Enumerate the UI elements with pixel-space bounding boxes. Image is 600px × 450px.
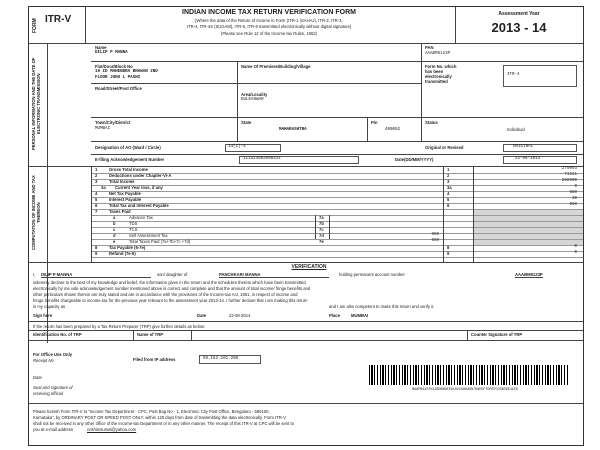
flat-value-1: 19 ID MAHENDRA BHAWAN 2ND xyxy=(95,70,158,74)
comp-row-no: 5 xyxy=(95,197,98,202)
comp-row-label: Total Tax and Interest Payable xyxy=(109,203,169,208)
verification-place-label: Place xyxy=(329,313,340,318)
receipt-label: Receipt No xyxy=(33,358,54,363)
premises-label: Name Of Premises/Building/Village xyxy=(241,64,311,69)
area-label: Area/Locality xyxy=(241,92,268,97)
verification-holding: holding permanent account number xyxy=(339,272,405,277)
pan-label: PAN xyxy=(425,45,434,50)
barcode-text: MAAPB3207H11BDB8DEE9102C88846N7H8EDFTDPEFCOS6DDE41ED xyxy=(412,388,518,392)
itr-v-form xyxy=(28,6,584,446)
comp-row-no: d xyxy=(113,233,116,238)
designation-label: Designation of AO (Ward / Circle) xyxy=(95,145,161,150)
comp-row-label: TCS xyxy=(129,227,138,232)
comp-row-value: 0 xyxy=(574,185,577,189)
trp-countersign-label: Counter Signature of TRP xyxy=(471,332,523,337)
comp-row-no: 1 xyxy=(95,167,98,172)
comp-row-num: 5 xyxy=(447,197,450,202)
comp-row-num: 7d xyxy=(319,233,324,238)
trp-name-label: Name of TRP xyxy=(137,332,164,337)
form-no-label-1: Form No. which xyxy=(425,64,457,69)
efiling-label: E-filing Acknowledgement Number xyxy=(95,157,165,162)
office-date-label: Date xyxy=(33,375,42,380)
ip-address-value: 59.162.101.209 xyxy=(203,357,239,361)
computation-side-label: COMPUTATION OF INCOME AND TAX THEREON xyxy=(31,175,41,251)
name-label: Name xyxy=(95,45,107,50)
comp-row-label: Advance Tax xyxy=(129,215,153,220)
comp-row-label: Gross Total Income xyxy=(109,167,148,172)
status-label: Status xyxy=(425,120,438,125)
comp-row-num: 1 xyxy=(447,167,450,172)
town-value: MUMBAI xyxy=(95,127,111,131)
comp-row-num: 4 xyxy=(447,191,450,196)
trp-note: If the return has been prepared by a Tax Return Preparer (TRP) give further details as below: xyxy=(33,324,206,329)
footer-line-3: shall not be received in any other office of the Income-tax Department or in any other manner. The receipt of this ITR-V at CPC will be sent to xyxy=(33,421,294,426)
office-use-label: For Office Use Only xyxy=(33,352,73,357)
comp-row-value: 71511 xyxy=(564,173,577,177)
comp-row-label: Interest Payable xyxy=(109,197,142,202)
comp-row-label: Taxes Paid xyxy=(109,209,131,214)
form-no-value: ITR-4 xyxy=(507,73,520,77)
comp-row-no: 8 xyxy=(95,245,98,250)
form-no-label-2: has been xyxy=(425,69,444,74)
town-label: Town/City/District xyxy=(95,120,131,125)
comp-row-label: Net Tax Payable xyxy=(109,191,141,196)
sign-here-label: Sign here xyxy=(33,313,53,318)
comp-row-no: 6 xyxy=(95,203,98,208)
comp-row-label: Refund (7e-6) xyxy=(109,251,136,256)
comp-row-value: 650 xyxy=(431,239,439,243)
barcode xyxy=(369,365,569,385)
verification-date-label: Date xyxy=(197,313,207,318)
verification-body-3: other particulars shown therein are truly stated and are in accordance with the provisions of the Income-tax Act, 1961, in respect of income and xyxy=(33,292,298,297)
original-label: Original or Revised xyxy=(425,145,464,150)
comp-row-label: Self Assessment Tax xyxy=(129,233,168,238)
footer-email[interactable]: cnshimsumal@yahoo.com xyxy=(87,427,137,432)
verification-body-6: and I am also competent to make this return and verify it. xyxy=(329,304,435,309)
form-label: FORM xyxy=(32,18,38,34)
comp-row-label: TDS xyxy=(129,221,138,226)
comp-row-num: 7a xyxy=(319,215,324,220)
verification-son-of: son/ daughter of xyxy=(157,272,188,277)
verification-body-4: fringe benefits chargeable to income-tax for the previous year relevant to the assessment year 2013-14. I further declare that I am making this return xyxy=(33,298,308,303)
comp-row-label: Deductions under Chapter-VI-A xyxy=(109,173,172,178)
comp-row-no: b xyxy=(113,221,116,226)
comp-row-value: 650 xyxy=(569,191,577,195)
comp-row-label: Total Taxes Paid (7a+7b+7c +7d) xyxy=(129,239,191,244)
comp-row-value: 0 xyxy=(574,245,577,249)
form-name: ITR-V xyxy=(45,14,72,25)
comp-row-num: 3 xyxy=(447,179,450,184)
seal-label-1: Seal and signature of xyxy=(33,385,73,390)
assessment-year-label: Assessment Year xyxy=(498,11,540,17)
state-label: State xyxy=(241,120,252,125)
road-label: Road/Street/Post Office xyxy=(95,86,142,91)
verification-body-2: electronically by me vide acknowledgement number mentioned above is correct and complete and that the amount of total income/ fringe benefits and xyxy=(33,286,311,291)
seal-label-2: receiving official xyxy=(33,391,63,396)
pin-label: Pin xyxy=(371,120,378,125)
comp-row-value: 279993 xyxy=(561,167,577,171)
comp-row-no: c xyxy=(113,227,116,232)
comp-row-value: 30 xyxy=(571,197,577,201)
verification-body-5: in my capacity as xyxy=(33,304,66,309)
comp-row-no: 9 xyxy=(95,251,98,256)
original-value: ORIGINAL xyxy=(513,145,534,149)
form-subtitle-3: (Please see Rule 12 of the Income-tax Rules, 1962) xyxy=(220,31,318,36)
comp-row-label: Total Income xyxy=(109,179,135,184)
trp-id-label: Identification No. of TRP xyxy=(33,332,82,337)
comp-row-no: 7 xyxy=(95,209,98,214)
area-value: DULESHWAR xyxy=(241,98,264,102)
comp-row-num: 7e xyxy=(319,239,324,244)
form-subtitle-1: [Where the data of the Return of Income in Form (ITR-1 (SAHAJ), ITR-2, ITR-3, xyxy=(195,18,343,23)
state-value: MAHARASHTRA xyxy=(279,128,307,132)
comp-row-label: Tax Payable (6-7e) xyxy=(109,245,146,250)
flat-label: Flat/Door/Block No xyxy=(95,64,133,69)
comp-row-no: a xyxy=(113,215,116,220)
status-value: Individual xyxy=(507,127,525,132)
comp-row-no: 2 xyxy=(95,173,98,178)
comp-row-no: e xyxy=(113,239,116,244)
form-no-label-3: electronically xyxy=(425,74,452,79)
verification-title: VERIFICATION xyxy=(291,264,327,270)
comp-row-num: 9 xyxy=(447,251,450,256)
footer-line-1: Please furnish Form ITR-V to "Income Tax Department - CPC, Post Bag No - 1, Electronic City Post Office, Bengaluru - 560100, xyxy=(33,409,270,414)
date-label: Date(DD/MM/YYYY) xyxy=(395,157,434,162)
comp-row-no: 3a xyxy=(101,185,106,190)
efiling-value: 111524502008314 xyxy=(243,157,281,161)
verification-date-value: 22-08-2014 xyxy=(229,313,251,318)
comp-row-num: 7c xyxy=(319,227,324,232)
form-no-label-4: transmitted xyxy=(425,79,448,84)
comp-row-no: 4 xyxy=(95,191,98,196)
verification-place-value: MUMBAI xyxy=(351,313,369,318)
comp-row-num: 2 xyxy=(447,173,450,178)
verification-body-1: solemnly declare to the best of my knowledge and belief, the information given in the return and the schedules thereto which have been transmitted xyxy=(33,280,306,285)
name-value: DILIP P MANNA xyxy=(95,51,128,55)
footer-line-4: you at e-mail address xyxy=(33,427,74,432)
footer-line-2: Karnataka", by ORDINARY POST OR SPEED POST ONLY, within 120 days from date of transmitting the data electronically. Form ITR-V xyxy=(33,415,286,420)
comp-row-num: 7b xyxy=(319,221,324,226)
personal-info-side-label: PERSONAL INFORMATION AND THE DATE OF ELECTRONIC TRANSMISSION xyxy=(31,57,41,151)
comp-row-num: 6 xyxy=(447,203,450,208)
comp-row-label: Current Year loss, if any xyxy=(115,185,163,190)
flat-value-2: FLOOR JUHU L PASHI xyxy=(95,76,141,80)
designation-value: 14(1)-4 xyxy=(228,145,246,149)
date-value: 22-08-2014 xyxy=(515,157,541,161)
verification-i: I, xyxy=(33,272,36,277)
comp-row-value: 208900 xyxy=(561,179,577,183)
comp-row-num: 8 xyxy=(447,245,450,250)
comp-row-value: 650 xyxy=(569,203,577,207)
comp-row-value: 650 xyxy=(431,233,439,237)
form-title: INDIAN INCOME TAX RETURN VERIFICATION FORM xyxy=(182,9,356,16)
comp-row-num: 3a xyxy=(447,185,452,190)
comp-row-no: 3 xyxy=(95,179,98,184)
pin-value: 400002 xyxy=(385,128,401,132)
filed-from-label: Filed from IP address xyxy=(133,357,176,362)
verification-father: PANCHKARI MANNA xyxy=(219,272,329,278)
comp-row-value: 0 xyxy=(574,251,577,255)
verification-pan: AAABM5123P xyxy=(515,272,543,277)
assessment-year-value: 2013 - 14 xyxy=(491,20,547,35)
verification-name: DILIP P MANNA xyxy=(41,272,151,278)
pan-value: AAABM5123P xyxy=(425,52,451,56)
form-subtitle-2: ITR-4, ITR-4S (SUGAM), ITR-5, ITR-6 transmitted electronically without digital signature] xyxy=(186,24,352,29)
